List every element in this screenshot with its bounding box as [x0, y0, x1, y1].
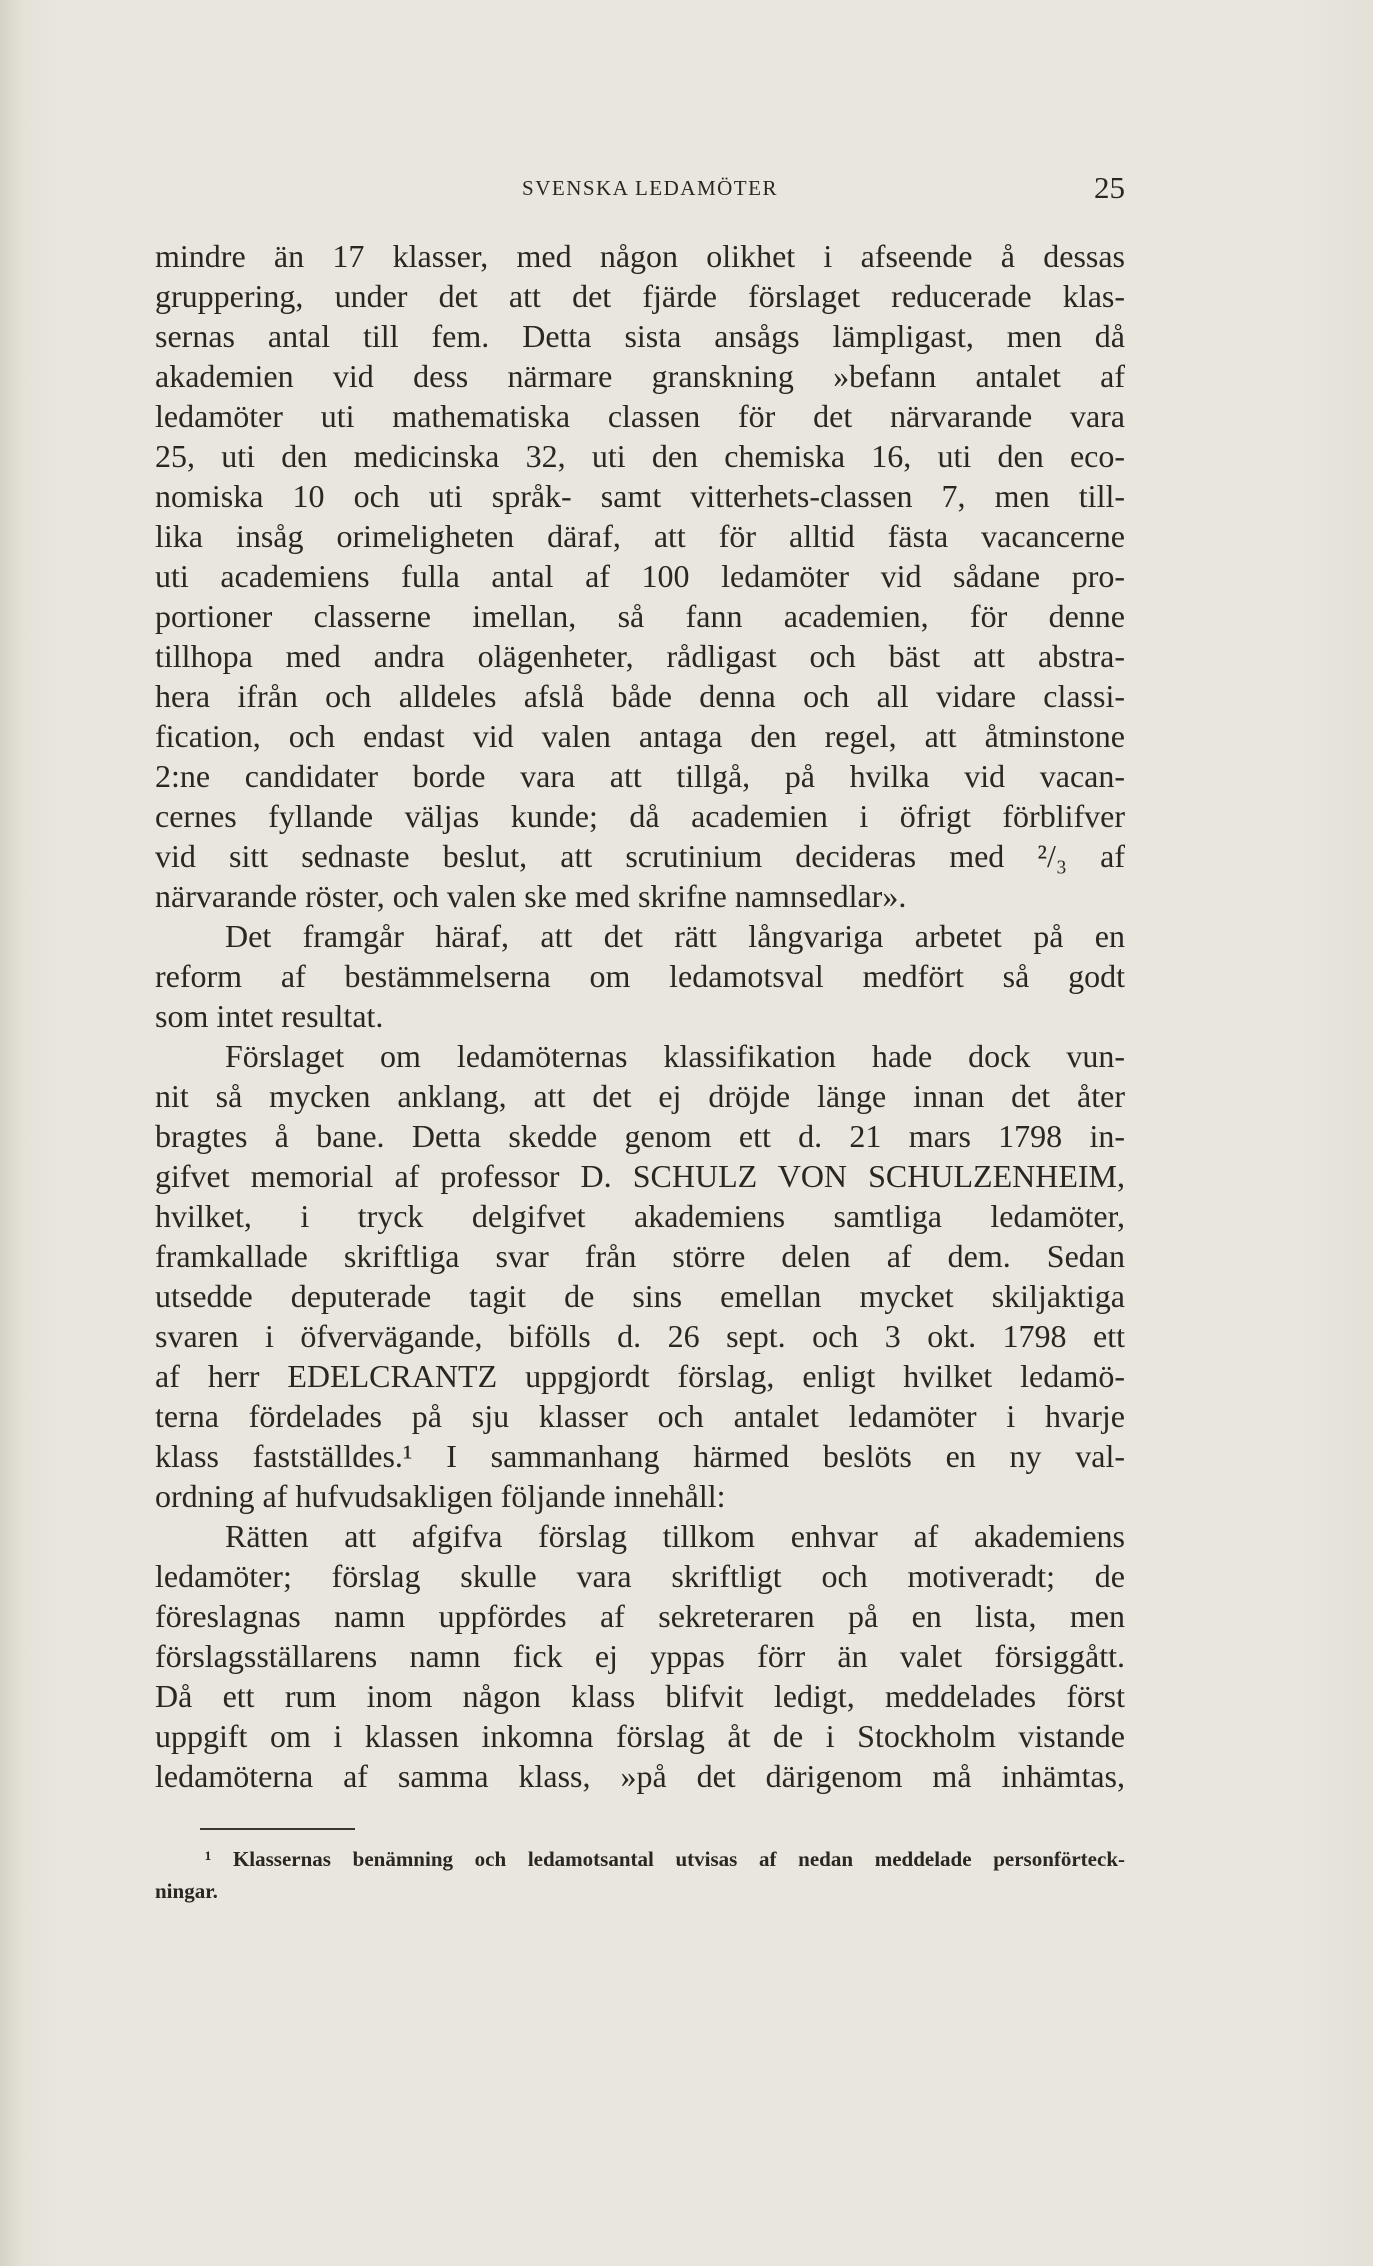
text-line: nomiska 10 och uti språk- samt vitterhets-classen 7, men till- — [155, 478, 1125, 514]
text-line: förslagsställarens namn fick ej yppas förr än valet försiggått. — [155, 1638, 1125, 1674]
text-line: framkallade skriftliga svar från större delen af dem. Sedan — [155, 1238, 1125, 1274]
text-line: mindre än 17 klasser, med någon olikhet i afseende å dessas — [155, 238, 1125, 274]
text-line: Det framgår häraf, att det rätt långvariga arbetet på en — [225, 918, 1125, 954]
text-line: tillhopa med andra olägenheter, rådligast och bäst att abstra- — [155, 638, 1125, 674]
text-line: ledamöter; förslag skulle vara skriftligt och motiveradt; de — [155, 1558, 1125, 1594]
text-line: Förslaget om ledamöternas klassifikation hade dock vun- — [225, 1038, 1125, 1074]
text-line: 2:ne candidater borde vara att tillgå, på hvilka vid vacan- — [155, 758, 1125, 794]
text-line: utsedde deputerade tagit de sins emellan mycket skiljaktiga — [155, 1278, 1125, 1314]
text-line: terna fördelades på sju klasser och antalet ledamöter i hvarje — [155, 1398, 1125, 1434]
text-line: akademien vid dess närmare granskning »befann antalet af — [155, 358, 1125, 394]
text-line: vid sitt sednaste beslut, att scrutinium decideras med ²/₃ af — [155, 838, 1125, 874]
running-head: SVENSKA LEDAMÖTER — [522, 176, 778, 200]
page-number: 25 — [1094, 170, 1125, 205]
text-line: hvilket, i tryck delgifvet akademiens samtliga ledamöter, — [155, 1198, 1125, 1234]
body-text — [155, 236, 1125, 1796]
footnote-line: ¹ Klassernas benämning och ledamotsantal utvisas af nedan meddelade personförteck- — [205, 1847, 1125, 1871]
text-line: af herr EDELCRANTZ uppgjordt förslag, enligt hvilket ledamö- — [155, 1358, 1125, 1394]
text-line: föreslagnas namn uppfördes af sekreteraren på en lista, men — [155, 1598, 1125, 1634]
text-line: närvarande röster, och valen ske med skrifne namnsedlar». — [155, 878, 907, 914]
text-line: Då ett rum inom någon klass blifvit ledigt, meddelades först — [155, 1678, 1125, 1714]
text-line: svaren i öfvervägande, bifölls d. 26 sept. och 3 okt. 1798 ett — [155, 1318, 1125, 1354]
text-line: cernes fyllande väljas kunde; då academien i öfrigt förblifver — [155, 798, 1125, 834]
text-line: klass fastställdes.¹ I sammanhang härmed beslöts en ny val- — [155, 1438, 1125, 1474]
text-line: gifvet memorial af professor D. SCHULZ VON SCHULZENHEIM, — [155, 1158, 1125, 1194]
text-line: gruppering, under det att det fjärde förslaget reducerade klas- — [155, 278, 1125, 314]
text-line: 25, uti den medicinska 32, uti den chemiska 16, uti den eco- — [155, 438, 1125, 474]
footnote-rule — [200, 1828, 355, 1830]
text-line: uti academiens fulla antal af 100 ledamöter vid sådane pro- — [155, 558, 1125, 594]
text-line: som intet resultat. — [155, 998, 384, 1034]
text-line: ledamöterna af samma klass, »på det därigenom må inhämtas, — [155, 1758, 1125, 1794]
text-line: ordning af hufvudsakligen följande innehåll: — [155, 1478, 726, 1514]
text-line: Rätten att afgifva förslag tillkom enhvar af akademiens — [225, 1518, 1125, 1554]
text-line: sernas antal till fem. Detta sista ansågs lämpligast, men då — [155, 318, 1125, 354]
footnote-line: ningar. — [155, 1879, 218, 1903]
text-line: nit så mycken anklang, att det ej dröjde länge innan det åter — [155, 1078, 1125, 1114]
footnote — [155, 1843, 1125, 1907]
text-line: ledamöter uti mathematiska classen för det närvarande vara — [155, 398, 1125, 434]
text-line: lika insåg orimeligheten däraf, att för alltid fästa vacancerne — [155, 518, 1125, 554]
text-line: bragtes å bane. Detta skedde genom ett d. 21 mars 1798 in- — [155, 1118, 1125, 1154]
text-line: reform af bestämmelserna om ledamotsval medfört så godt — [155, 958, 1125, 994]
page-header — [155, 170, 1125, 210]
text-line: portioner classerne imellan, så fann academien, för denne — [155, 598, 1125, 634]
text-line: fication, och endast vid valen antaga den regel, att åtminstone — [155, 718, 1125, 754]
text-line: hera ifrån och alldeles afslå både denna och all vidare classi- — [155, 678, 1125, 714]
text-line: uppgift om i klassen inkomna förslag åt de i Stockholm vistande — [155, 1718, 1125, 1754]
